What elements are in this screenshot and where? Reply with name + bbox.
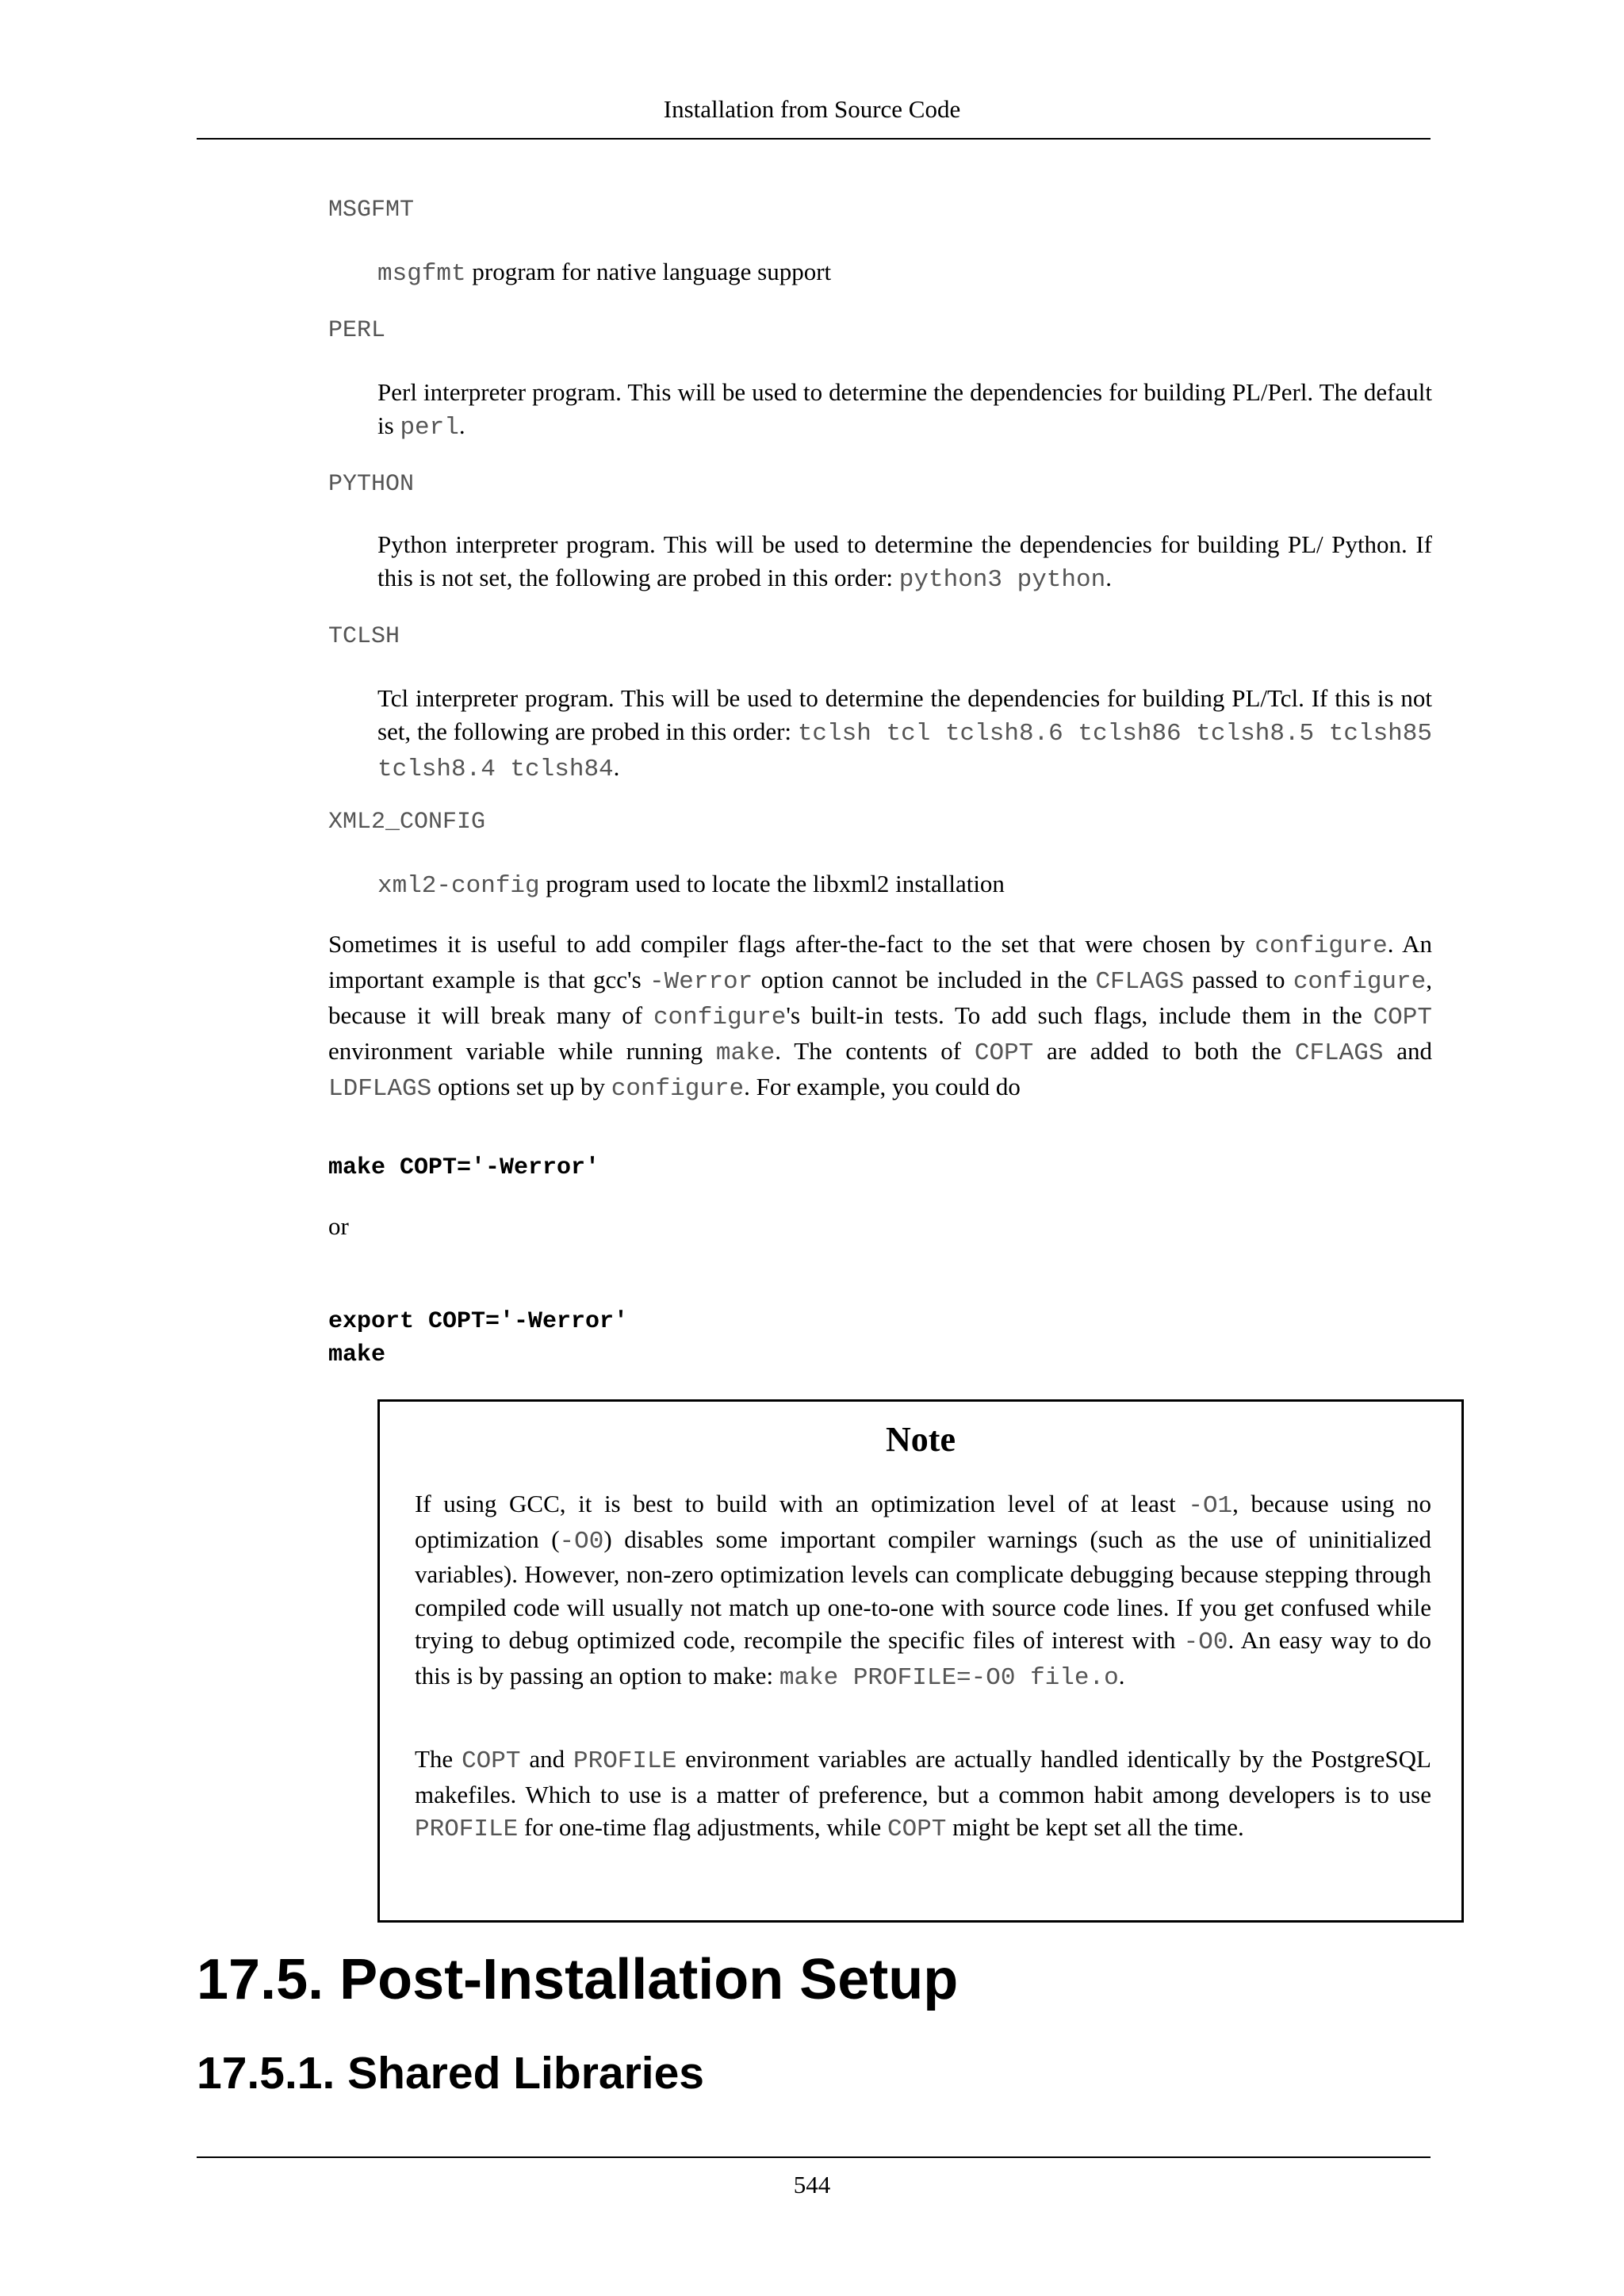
text: for one-time flag adjustments, while	[518, 1813, 887, 1841]
inline-code: configure	[653, 1004, 787, 1031]
def-xml2-config	[377, 867, 1432, 903]
def-tclsh	[377, 682, 1432, 786]
inline-code: COPT	[974, 1039, 1034, 1067]
text: option cannot be included in the	[753, 966, 1096, 993]
text: The	[415, 1745, 462, 1773]
inline-code: PROFILE	[573, 1747, 677, 1775]
running-header-title: Installation from Source Code	[663, 95, 961, 123]
inline-code: configure	[1293, 968, 1427, 996]
text: . The contents of	[775, 1037, 975, 1065]
text: , because using no optimization (	[415, 1490, 1431, 1553]
inline-code: tclsh tcl tclsh8.6 tclsh86 tclsh8.5 tclsh85 tclsh8.4 tclsh84	[377, 720, 1432, 783]
text: . For example, you could do	[744, 1073, 1021, 1100]
inline-code: CFLAGS	[1095, 968, 1185, 996]
text: , because it will break many of	[328, 966, 1432, 1029]
term-perl: PERL	[328, 317, 386, 344]
def-end: .	[1105, 564, 1112, 591]
text: environment variables are actually handled identically by the PostgreSQL makefiles. Which to use is a matter of preference, but a common habit among developers is to use	[415, 1745, 1431, 1808]
footer-rule	[197, 2156, 1431, 2158]
term-python: PYTHON	[328, 471, 415, 498]
def-text: Python interpreter program. This will be used to determine the dependencies for building PL/ Python. If this is not set, the following are probed in this order:	[377, 530, 1432, 591]
inline-code: -O0	[559, 1527, 604, 1556]
note-paragraph-2	[415, 1743, 1431, 1846]
term-tclsh: TCLSH	[328, 623, 400, 650]
def-end: .	[613, 753, 620, 781]
inline-code: xml2-config	[377, 872, 540, 900]
inline-code: -Werror	[649, 968, 753, 996]
section-heading: 17.5. Post-Installation Setup	[197, 1948, 959, 2011]
inline-code: msgfmt	[377, 260, 466, 288]
inline-code: make	[715, 1039, 776, 1067]
note-title: Note	[886, 1420, 956, 1459]
text: Sometimes it is useful to add compiler flags after-the-fact to the set that were chosen by	[328, 930, 1255, 958]
def-end: .	[458, 411, 465, 439]
inline-code: configure	[1254, 932, 1388, 960]
inline-code: python3 python	[898, 566, 1106, 594]
code-block-export: export COPT='-Werror' make	[328, 1308, 629, 1368]
def-text: Tcl interpreter program. This will be used to determine the dependencies for building PL/Tcl. If this is not set, the following are probed in this order:	[377, 684, 1432, 745]
inline-code: COPT	[462, 1747, 521, 1775]
text: 's built-in tests. To add such flags, include them in the	[786, 1001, 1373, 1029]
or-text: or	[328, 1212, 349, 1240]
inline-code: COPT	[887, 1816, 947, 1843]
def-text: program used to locate the libxml2 installation	[539, 870, 1005, 897]
def-text: program for native language support	[465, 258, 832, 285]
text: are added to both the	[1033, 1037, 1295, 1065]
text: might be kept set all the time.	[946, 1813, 1244, 1841]
def-msgfmt	[377, 255, 1432, 291]
header-rule	[197, 138, 1431, 140]
note-paragraph-1	[415, 1487, 1431, 1694]
inline-code: PROFILE	[415, 1816, 519, 1843]
inline-code: make PROFILE=-O0 file.o	[779, 1663, 1119, 1692]
text: and	[520, 1745, 573, 1773]
inline-code: CFLAGS	[1294, 1039, 1384, 1067]
inline-code: -O0	[1183, 1628, 1228, 1656]
text: . An important example is that gcc's	[328, 930, 1432, 993]
text: .	[1118, 1661, 1125, 1689]
def-text: Perl interpreter program. This will be used to determine the dependencies for building PL/Perl. The default is	[377, 378, 1432, 439]
text: . An easy way to do this is by passing an option to make:	[415, 1626, 1431, 1689]
text: and	[1383, 1037, 1432, 1065]
inline-code: -O1	[1188, 1492, 1233, 1520]
text: If using GCC, it is best to build with an optimization level of at least	[415, 1490, 1189, 1517]
inline-code: COPT	[1373, 1004, 1432, 1031]
page-number: 544	[793, 2171, 831, 2198]
body-paragraph	[328, 928, 1432, 1106]
text: ) disables some important compiler warnings (such as the use of uninitialized variables). However, non-zero optimization levels can complicate debugging because stepping through compiled code will usually not match up one-to-one with source code lines. If you get confused while trying to debug optimized code, recompile the specific files of interest with	[415, 1525, 1431, 1654]
term-xml2-config: XML2_CONFIG	[328, 809, 486, 836]
term-msgfmt: MSGFMT	[328, 197, 415, 224]
inline-code: perl	[400, 414, 459, 442]
subsection-heading: 17.5.1. Shared Libraries	[197, 2048, 704, 2099]
def-python	[377, 528, 1432, 597]
text: options set up by	[431, 1073, 611, 1100]
code-block-make: make COPT='-Werror'	[328, 1154, 600, 1181]
def-perl	[377, 376, 1432, 445]
inline-code: configure	[611, 1075, 745, 1103]
inline-code: LDFLAGS	[328, 1075, 432, 1103]
text: environment variable while running	[328, 1037, 716, 1065]
text: passed to	[1184, 966, 1293, 993]
note-box	[377, 1399, 1464, 1923]
